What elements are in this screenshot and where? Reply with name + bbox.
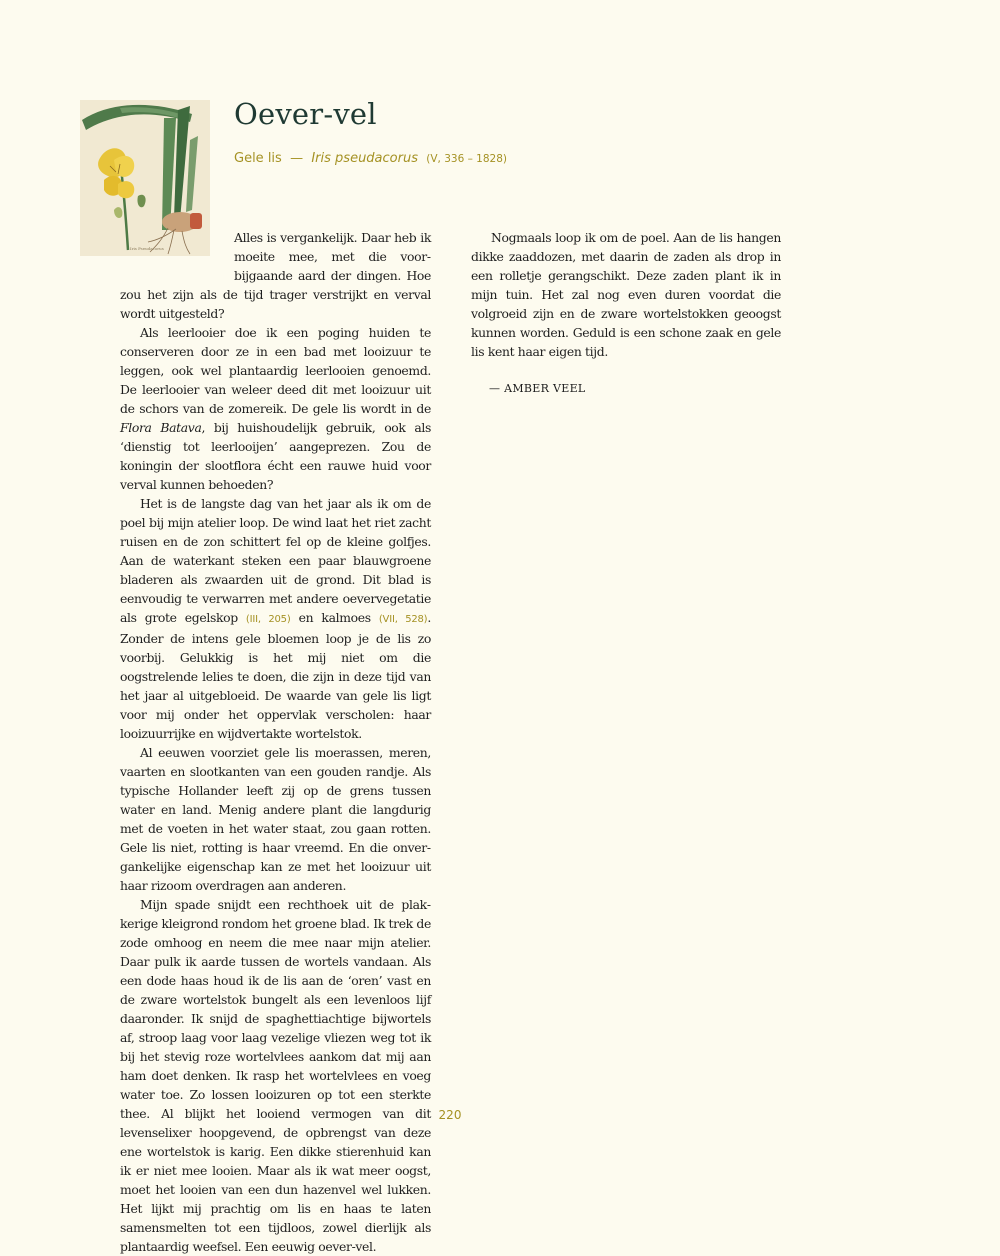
scientific-name: Iris pseudacorus [311, 151, 418, 166]
cross-reference-kalmoes: (VII, 528) [378, 614, 428, 625]
page-title: Oever-vel [234, 97, 377, 131]
paragraph-6: Nogmaals loop ik om de poel. Aan de lis hangen dikke zaaddozen, met daarin de zaden als drop in een rolletje gerangschikt. Deze zaden plant ik in mijn tuin. Het zal nog even duren voordat die volgroeid zijn en de zware wortelstokken geoogst kunnen worden. Geduld is een schone zaak en gele lis kent haar eigen tijd. [471, 230, 781, 359]
volume-reference: (V, 336 – 1828) [426, 153, 507, 165]
flora-batava-title: Flora Batava [120, 420, 202, 435]
paragraph-2-part-a: Als leerlooier doe ik een poging huiden te conserveren door ze in een bad met looizuur te leggen, ook wel plantaardig leerlooien genoemd. De leerlooier van weleer deed dit met looizuur uit de schors van de zomereik. De gele lis wordt in de [120, 325, 431, 416]
plant-subtitle [234, 151, 507, 166]
text-column-right [471, 228, 781, 398]
paragraph-3-part-a: Het is de langste dag van het jaar als ik om de poel bij mijn atelier loop. De wind laat het riet zacht ruisen en de zon schittert fel op de kleine golfjes. Aan de waterkant steken een paar blauwgroene bladeren als zwaarden uit de grond. Dit blad is eenvoudig te verwarren met andere oevervegetatie als grote egelskop [120, 496, 431, 625]
paragraph-3-part-c: . Zonder de intens gele bloemen loop je de lis zo voorbij. Gelukkig is het mij niet om die oogstrelende lelies te doen, die zijn in deze tijd van het jaar al uitgebloeid. De waarde van gele lis ligt voor mij onder het oppervlak verscholen: haar looizuurrijke en wijdvertakte wortelstok. [120, 610, 431, 741]
paragraph-5: Mijn spade snijdt een rechthoek uit de plakkerige kleigrond rondom het groene blad. Ik trek de zode omhoog en neem die mee naar mijn atelier. Daar pulk ik aarde tussen de wortels vandaan. Als een dode haas houd ik de lis aan de ‘oren’ vast en de zware wortelstok bungelt als een levenloos lijf daaronder. Ik snijd de spaghettiachtige bijwortels af, stroop laag voor laag vezelige vliezen weg tot ik bij het stevig roze wortelvlees aankom dat mij aan ham doet denken. Ik rasp het wortelvlees en voeg water toe. Zo lossen looizuren op tot een sterkte thee. Al blijkt het looiend vermogen van dit levenselixer hoopgevend, de opbrengst van deze ene wortelstok is karig. Een dikke stierenhuid kan ik er niet mee looien. Maar als ik wat meer oogst, moet het looien van een dun hazenvel wel lukken. Het lijkt mij prachtig om lis en haas te laten samensmelten tot een tijdloos, zowel dierlijk als plantaardig weefsel. Een eeuwig oever-vel. [120, 897, 431, 1254]
paragraph-3-part-b: en kalmoes [290, 610, 379, 625]
paragraph-4: Al eeuwen voorziet gele lis moerassen, meren, vaarten en slootkanten van een gouden randje. Als typische Hollander leeft zij op de grens tussen water en land. Menig andere plant die langdurig met de voeten in het water staat, zou gaan rotten. Gele lis niet, rotting is haar vreemd. En die onvergankelijke eigenschap kan ze met het looizuur uit haar rizoom overdragen aan anderen. [120, 745, 431, 893]
text-column-left [120, 228, 431, 1256]
subtitle-separator: — [290, 151, 304, 166]
paragraph-1: Alles is vergankelijk. Daar heb ik moeite mee, met die voorbijgaande aard der dingen. Hoe zou het zijn als de tijd trager verstrijkt en verval wordt uitgesteld? [120, 230, 431, 321]
page-number: 220 [438, 1108, 462, 1122]
paragraph-3 [120, 494, 431, 743]
illustration-float-space [120, 228, 234, 285]
author-signature: — AMBER VEEL [489, 382, 586, 395]
paragraph-2 [120, 323, 431, 494]
paragraph-2-part-b: , bij huishoudelijk gebruik, ook als ‘dienstig tot leerlooijen’ aangeprezen. Zou de koningin der slootflora écht een rauwe huid voor verval kunnen behoeden? [120, 420, 431, 492]
svg-text:Iris Pseudacorus: Iris Pseudacorus [130, 246, 164, 251]
cross-reference-egelskop: (III, 205) [245, 614, 291, 625]
plant-name: Gele lis [234, 151, 282, 166]
